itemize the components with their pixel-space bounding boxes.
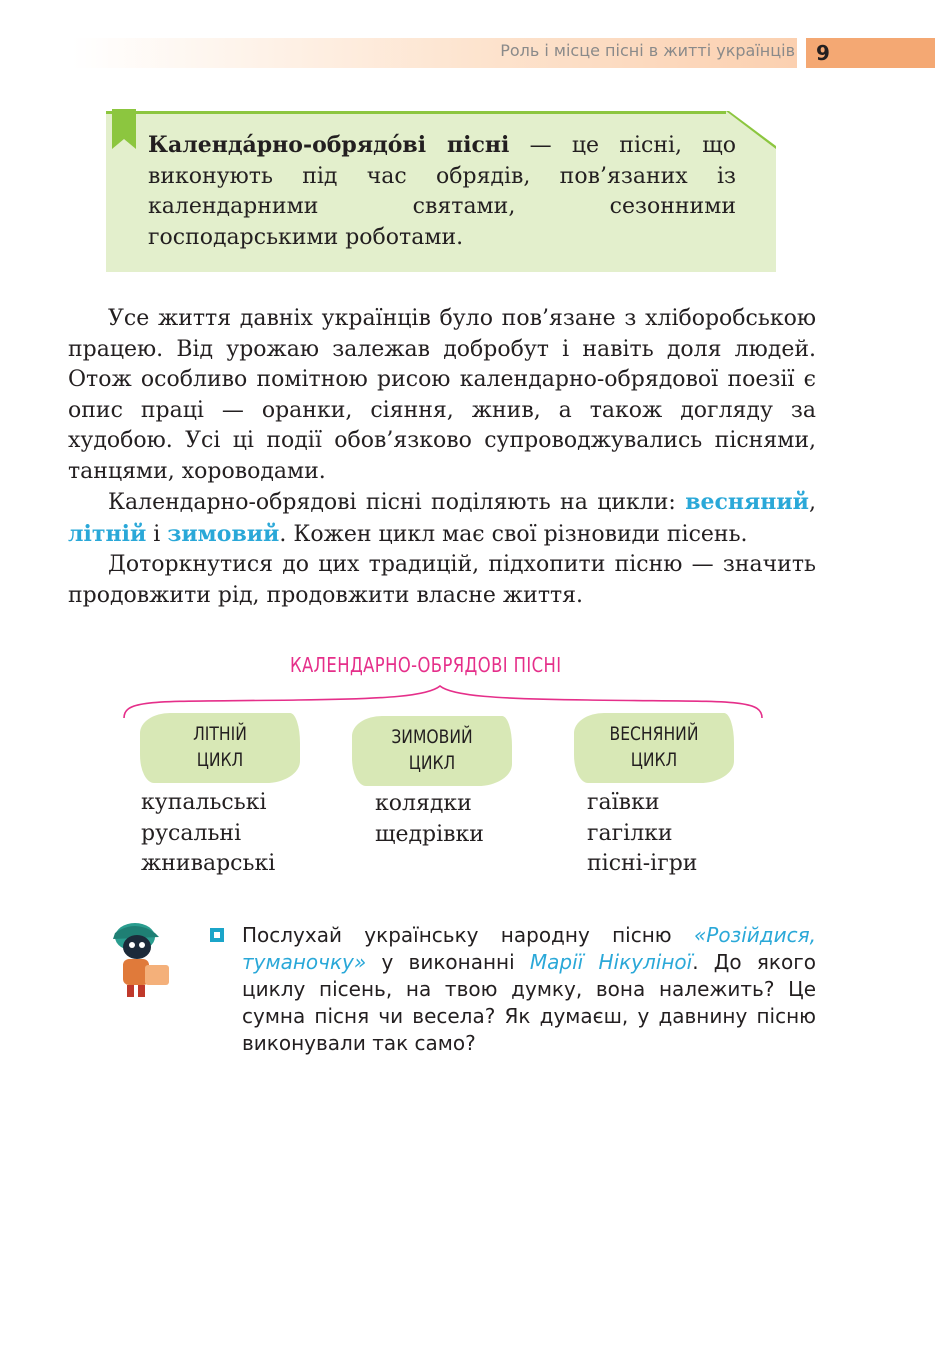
cycle-winter-line2: ЦИКЛ	[408, 752, 456, 774]
page-number: 9	[806, 38, 935, 68]
task-text-1: Послухай українську народну пісню	[242, 923, 694, 947]
definition-corner-fold	[729, 111, 776, 146]
paragraph-2-end: . Кожен цикл має свої різновиди пісень.	[279, 521, 748, 547]
task-text-3: . До якого циклу пісень, на твою думку, вона належить? Це сумна пісня чи весела? Як думаєш, у давнину пісню виконували так само?	[242, 950, 816, 1055]
definition-body: — це пісні, що виконують під час обрядів, пов’язаних із календарними святами, сезонними господарськими роботами.	[148, 133, 736, 250]
definition-term: Календа́рно-обрядо́ві пісні	[148, 132, 510, 158]
list-item: гагілки	[587, 820, 673, 846]
cycle-spring-line2: ЦИКЛ	[630, 749, 678, 771]
definition-box	[106, 111, 776, 272]
paragraph-2	[68, 487, 816, 550]
main-text	[68, 304, 816, 611]
winter-songs-list	[375, 789, 484, 850]
paragraph-1: Усе життя давніх українців було пов’язане з хліборобською працею. Від урожаю залежав добробут і навіть доля людей. Отож особливо помітною рисою календарно-обрядової поезії є опис праці — оранки, сіяння, жнив, а також догляду за худобою. Усі ці події обов’язково супроводжувались піснями, танцями, хороводами.	[68, 306, 816, 484]
definition-text	[148, 130, 736, 253]
cycle-summer-tag	[140, 713, 300, 783]
highlight-spring: весняний	[685, 489, 809, 515]
task-bullet-icon	[210, 928, 224, 942]
cycle-summer-line1: ЛІТНІЙ	[193, 723, 247, 745]
paragraph-2-and: і	[146, 521, 168, 547]
cycle-spring-tag	[574, 713, 734, 783]
song-link[interactable]: «Розійдися, туманочку»	[242, 923, 816, 974]
cycle-winter-line1: ЗИМОВИЙ	[391, 726, 473, 748]
summer-songs-list	[141, 788, 275, 880]
list-item: пісні-ігри	[587, 851, 698, 876]
list-item: щедрівки	[375, 821, 484, 847]
cycle-summer-label	[154, 721, 285, 773]
performer-link[interactable]: Марії Нікуліної	[529, 950, 693, 974]
cycle-summer-line2: ЦИКЛ	[196, 749, 244, 771]
task-text-2: у виконанні	[366, 950, 530, 974]
list-item: колядки	[375, 791, 472, 816]
cycle-spring-label	[588, 721, 719, 773]
definition-border	[106, 111, 726, 114]
bookmark-ribbon-icon	[112, 109, 136, 149]
paragraph-3: Доторкнутися до цих традицій, підхопити пісню — значить продовжити рід, продовжити власне життя.	[68, 552, 816, 608]
list-item: жниварські	[141, 851, 276, 876]
list-item: русальні	[141, 820, 242, 846]
listening-mascot-icon	[105, 915, 180, 1000]
cycle-winter-label	[366, 724, 497, 776]
paragraph-2-start: Календарно-обрядові пісні поділяють на цикли:	[108, 490, 686, 515]
task-text	[242, 922, 816, 1057]
highlight-summer: літній	[68, 520, 147, 547]
running-header-title: Роль і місце пісні в житті українців	[500, 41, 795, 60]
cycle-winter-tag	[352, 716, 512, 786]
diagram-title: КАЛЕНДАРНО-ОБРЯДОВІ ПІСНІ	[290, 653, 562, 677]
list-item: гаївки	[587, 790, 660, 815]
highlight-winter: зимовий	[167, 520, 280, 547]
spring-songs-list	[587, 788, 697, 880]
cycle-spring-line1: ВЕСНЯНИЙ	[609, 723, 699, 745]
list-item: купальські	[141, 790, 267, 815]
paragraph-2-comma: ,	[809, 490, 816, 515]
